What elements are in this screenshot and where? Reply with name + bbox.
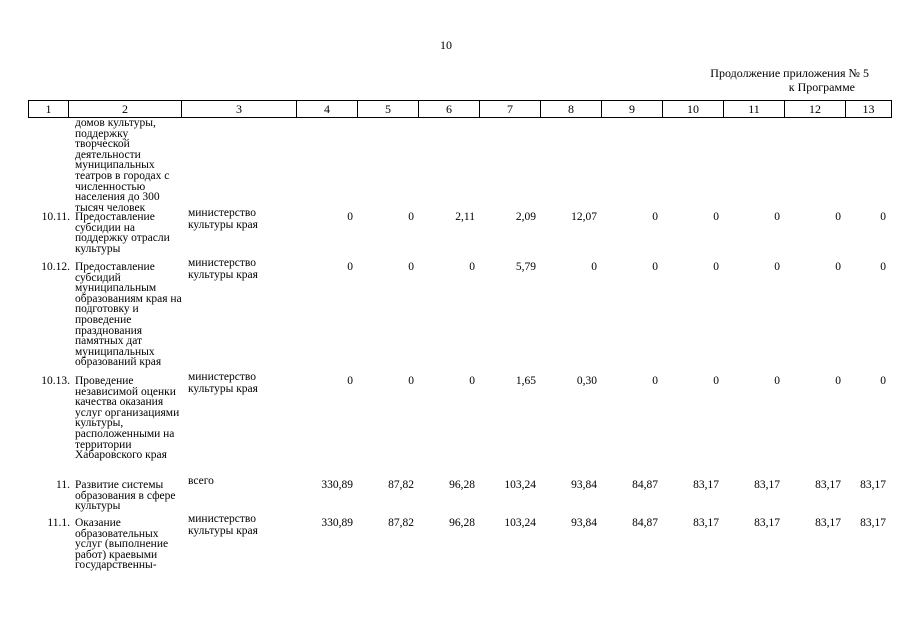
header-col-9: 9 [602, 101, 663, 118]
column-number-header [28, 100, 892, 118]
header-col-4: 4 [297, 101, 358, 118]
row-executor: министерство культуры края [188, 257, 258, 281]
value-col-9: 0 [652, 261, 658, 273]
row-name: Проведение независимой оценки качества оказания услуг организациями культуры, расположенными на территории Хабаровского края [75, 375, 180, 462]
row-executor: министерство культуры края [188, 513, 258, 537]
value-col-9: 84,87 [632, 517, 658, 529]
value-col-5: 87,82 [388, 479, 414, 491]
row-number: 10.12. [41, 261, 70, 273]
value-col-11: 83,17 [754, 479, 780, 491]
value-col-11: 83,17 [754, 517, 780, 529]
value-col-7: 5,79 [515, 261, 536, 273]
header-col-3: 3 [182, 101, 297, 118]
row-name: Оказание образовательных услуг (выполнение работ) краевыми государственны- [75, 517, 169, 572]
row-number: 11. [56, 479, 70, 491]
value-col-12: 83,17 [815, 517, 841, 529]
value-col-10: 0 [713, 211, 719, 223]
value-col-6: 0 [469, 261, 475, 273]
value-col-13: 0 [880, 261, 886, 273]
value-col-8: 93,84 [571, 479, 597, 491]
value-col-10: 83,17 [693, 517, 719, 529]
row-executor: всего [188, 475, 214, 487]
value-col-7: 103,24 [504, 479, 536, 491]
header-col-1: 1 [29, 101, 69, 118]
appendix-line-2: к Программе [788, 80, 855, 94]
value-col-13: 0 [880, 211, 886, 223]
header-col-5: 5 [358, 101, 419, 118]
value-col-11: 0 [774, 375, 780, 387]
value-col-10: 0 [713, 261, 719, 273]
value-col-8: 0,30 [576, 375, 597, 387]
value-col-13: 83,17 [860, 479, 886, 491]
value-col-7: 103,24 [504, 517, 536, 529]
value-col-4: 330,89 [321, 517, 353, 529]
value-col-4: 0 [347, 261, 353, 273]
value-col-4: 0 [347, 211, 353, 223]
value-col-10: 0 [713, 375, 719, 387]
value-col-9: 0 [652, 211, 658, 223]
header-col-11: 11 [724, 101, 785, 118]
row-number: 10.13. [41, 375, 70, 387]
value-col-6: 2,11 [455, 211, 475, 223]
appendix-note [710, 66, 869, 94]
value-col-5: 0 [408, 211, 414, 223]
appendix-line-1: Продолжение приложения № 5 [710, 66, 869, 80]
row-executor: министерство культуры края [188, 371, 258, 395]
value-col-5: 0 [408, 375, 414, 387]
value-col-8: 12,07 [571, 211, 597, 223]
value-col-6: 96,28 [449, 479, 475, 491]
value-col-7: 2,09 [515, 211, 536, 223]
value-col-6: 0 [469, 375, 475, 387]
value-col-9: 0 [652, 375, 658, 387]
row-number: 10.11. [41, 211, 70, 223]
value-col-12: 83,17 [815, 479, 841, 491]
value-col-5: 87,82 [388, 517, 414, 529]
value-col-4: 0 [347, 375, 353, 387]
value-col-12: 0 [835, 211, 841, 223]
value-col-13: 0 [880, 375, 886, 387]
value-col-12: 0 [835, 261, 841, 273]
row-executor: министерство культуры края [188, 207, 258, 231]
header-col-6: 6 [419, 101, 480, 118]
value-col-8: 0 [591, 261, 597, 273]
value-col-9: 84,87 [632, 479, 658, 491]
value-col-7: 1,65 [515, 375, 536, 387]
value-col-12: 0 [835, 375, 841, 387]
value-col-6: 96,28 [449, 517, 475, 529]
row-name: Предоставление субсидии на поддержку отрасли культуры [75, 211, 170, 255]
row-name: Развитие системы образования в сфере культуры [75, 479, 176, 513]
row-number: 11.1. [47, 517, 70, 529]
header-col-2: 2 [69, 101, 182, 118]
value-col-8: 93,84 [571, 517, 597, 529]
row-name: Предоставление субсидий муниципальным образованиям края на подготовку и проведение празднования памятных дат муниципальных образований края [75, 261, 182, 369]
value-col-10: 83,17 [693, 479, 719, 491]
header-col-10: 10 [663, 101, 724, 118]
page-number: 10 [440, 38, 452, 52]
value-col-13: 83,17 [860, 517, 886, 529]
header-col-13: 13 [846, 101, 892, 118]
value-col-4: 330,89 [321, 479, 353, 491]
header-col-8: 8 [541, 101, 602, 118]
header-col-12: 12 [785, 101, 846, 118]
value-col-11: 0 [774, 261, 780, 273]
continuation-text: домов культуры, поддержку творческой деятельности муниципальных театров в городах с численностью населения до 300 тысяч человек [75, 117, 170, 214]
header-col-7: 7 [480, 101, 541, 118]
value-col-5: 0 [408, 261, 414, 273]
value-col-11: 0 [774, 211, 780, 223]
